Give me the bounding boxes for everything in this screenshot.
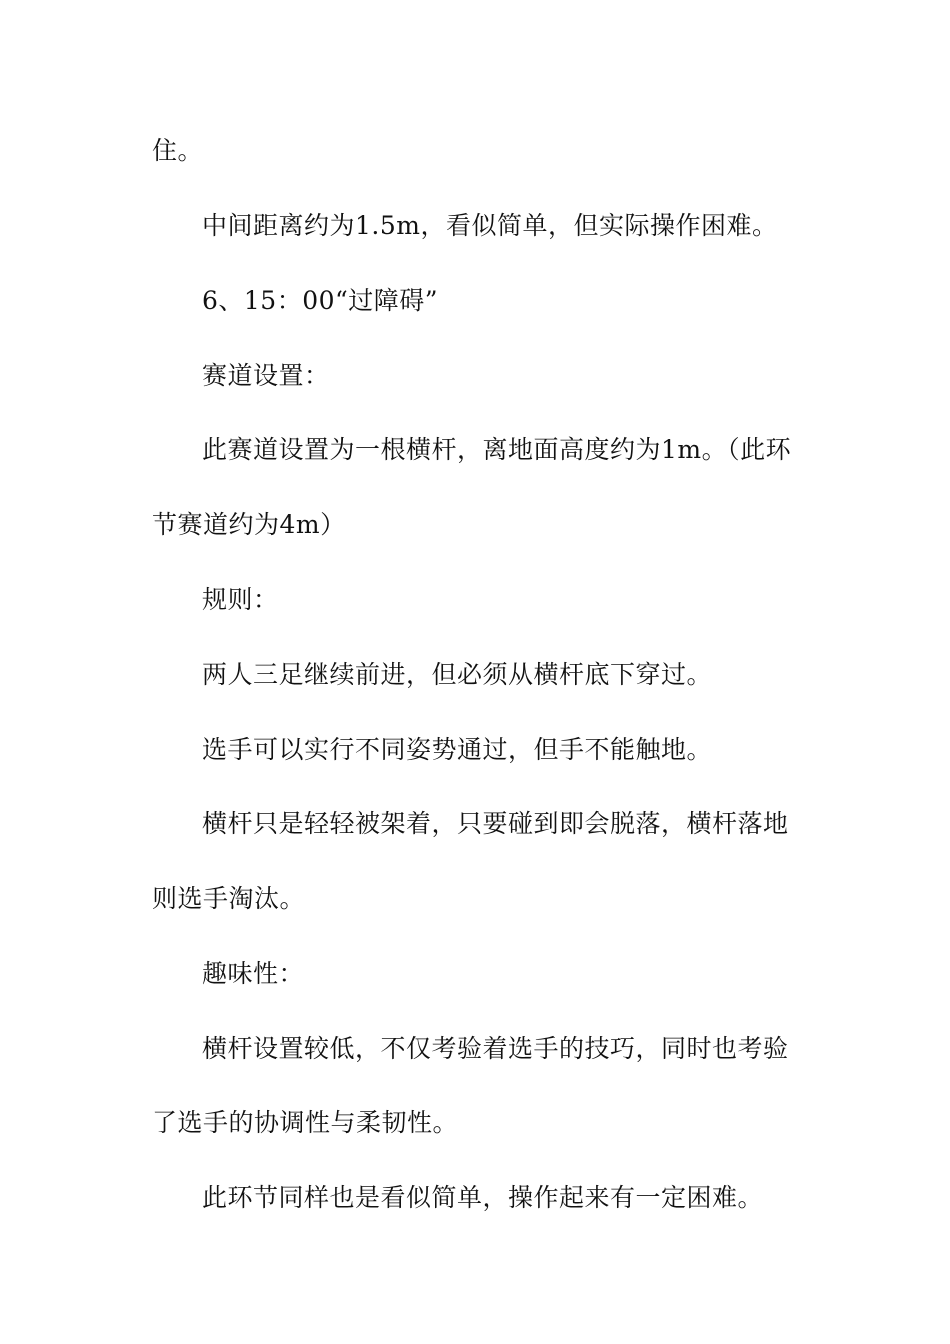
paragraph-track-setup-line1: 此赛道设置为一根横杆，离地面高度约为1m。（此环 <box>202 435 792 464</box>
paragraph-fun-line1: 横杆设置较低，不仅考验着选手的技巧，同时也考验 <box>202 1034 789 1063</box>
paragraph-track-setup-line2: 节赛道约为4m） <box>152 510 346 539</box>
paragraph-rule-3-line2: 则选手淘汰。 <box>152 884 306 913</box>
paragraph-rule-1: 两人三足继续前进，但必须从横杆底下穿过。 <box>202 660 713 689</box>
paragraph-fun-line2: 了选手的协调性与柔韧性。 <box>152 1108 459 1137</box>
paragraph-rule-2: 选手可以实行不同姿势通过，但手不能触地。 <box>202 735 713 764</box>
label-track-setup: 赛道设置： <box>202 361 330 390</box>
label-rules: 规则： <box>202 585 279 614</box>
section-heading-obstacle: 6、15：00“过障碍” <box>202 286 439 315</box>
paragraph-rule-3-line1: 横杆只是轻轻被架着，只要碰到即会脱落，横杆落地 <box>202 809 789 838</box>
text-line-continuation: 住。 <box>152 136 204 165</box>
paragraph-difficulty: 此环节同样也是看似简单，操作起来有一定困难。 <box>202 1183 764 1212</box>
label-fun: 趣味性： <box>202 959 305 988</box>
paragraph-distance: 中间距离约为1.5m，看似简单，但实际操作困难。 <box>202 211 778 240</box>
